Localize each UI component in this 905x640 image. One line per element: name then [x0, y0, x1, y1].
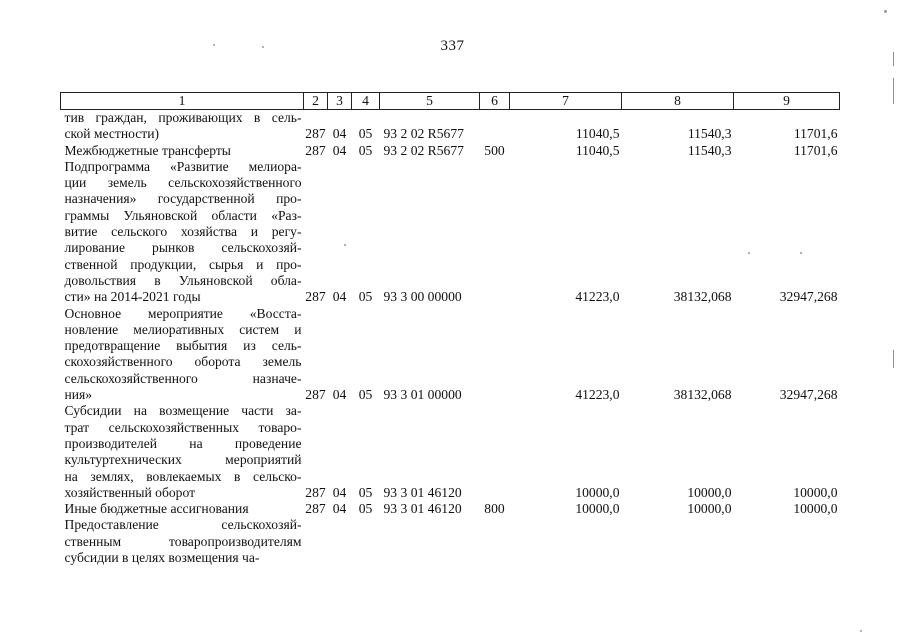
table-row [61, 517, 840, 566]
header-col-9: 9 [734, 93, 840, 110]
cell-target-article: 93 3 01 46120 [383, 501, 462, 517]
cell-admin-code: 287 [305, 126, 326, 142]
cell-admin-code: 287 [305, 484, 326, 500]
cell-expense-type: 800 [484, 501, 505, 517]
cell-section: 04 [332, 126, 347, 142]
cell-amount-year-1: 10000,0 [575, 484, 620, 500]
item-name-line: граммы Ульяновской области «Раз- [64, 207, 302, 223]
cell-item-name [61, 159, 304, 306]
cell-expense-type: 500 [484, 142, 505, 158]
item-name-line: новление мелиоративных систем и [64, 321, 302, 337]
cell-target-article: 93 2 02 R5677 [383, 142, 464, 158]
item-name-line: культуртехнических мероприятий [64, 452, 302, 468]
cell-expense-type [480, 110, 510, 143]
table-row [61, 159, 840, 306]
header-col-4: 4 [352, 93, 380, 110]
item-name-line: субсидии в целях возмещения ча- [64, 550, 260, 566]
table-row [61, 306, 840, 404]
cell-item-name [61, 501, 304, 517]
item-name-line: производителей на проведение [64, 435, 302, 451]
header-col-7: 7 [510, 93, 622, 110]
cell-item-name [61, 403, 304, 501]
cell-amount-year-2: 38132,068 [673, 387, 732, 403]
cell-amount-year-3: 11701,6 [793, 142, 838, 158]
item-name-line: предотвращение выбытия из сель- [64, 338, 302, 354]
cell-admin-code [304, 517, 328, 566]
cell-section [328, 517, 352, 566]
cell-subsection: 05 [358, 387, 373, 403]
budget-table [60, 92, 840, 566]
cell-section: 04 [332, 387, 347, 403]
cell-amount-year-2: 11540,3 [687, 126, 732, 142]
item-name-line: хозяйственный оборот [64, 484, 196, 500]
scan-speck [884, 10, 887, 13]
cell-target-article: 93 2 02 R5677 [383, 126, 464, 142]
cell-amount-year-3: 32947,268 [779, 387, 838, 403]
table-body [61, 110, 840, 567]
cell-item-name [61, 143, 304, 159]
cell-amount-year-2: 10000,0 [687, 501, 732, 517]
cell-expense-type [480, 306, 510, 404]
cell-amount-year-3: 11701,6 [793, 126, 838, 142]
cell-section: 04 [332, 289, 347, 305]
cell-amount-year-1: 10000,0 [575, 501, 620, 517]
item-name-line: назначения» государственной про- [64, 191, 302, 207]
item-name-line: ции земель сельскохозяйственного [64, 175, 302, 191]
page-number: 337 [440, 38, 465, 54]
cell-target-article: 93 3 01 46120 [383, 484, 462, 500]
item-name-line: Основное мероприятие «Восста- [64, 305, 302, 321]
item-name-line: ния» [64, 387, 93, 403]
cell-amount-year-1 [510, 517, 622, 566]
item-name-line: Субсидии на возмещение части за- [64, 403, 302, 419]
cell-amount-year-1: 11040,5 [575, 126, 620, 142]
item-name-line: лирование рынков сельскохозяй- [64, 240, 302, 256]
cell-subsection [352, 517, 380, 566]
item-name-line: трат сельскохозяйственных товаро- [64, 419, 302, 435]
scan-speck [860, 630, 862, 632]
cell-expense-type [480, 403, 510, 501]
cell-amount-year-1: 11040,5 [575, 142, 620, 158]
cell-expense-type [480, 517, 510, 566]
cell-amount-year-3 [734, 517, 840, 566]
header-col-1: 1 [61, 93, 304, 110]
cell-item-name [61, 517, 304, 566]
header-col-5: 5 [380, 93, 480, 110]
cell-subsection: 05 [358, 126, 373, 142]
header-col-6: 6 [480, 93, 510, 110]
cell-amount-year-3: 32947,268 [779, 289, 838, 305]
table-row [61, 403, 840, 501]
item-name-line: Иные бюджетные ассигнования [64, 501, 249, 517]
cell-amount-year-2 [622, 517, 734, 566]
cell-item-name [61, 110, 304, 143]
cell-amount-year-1: 41223,0 [575, 289, 620, 305]
cell-admin-code: 287 [305, 142, 326, 158]
table-header-row [61, 93, 840, 110]
cell-amount-year-1: 41223,0 [575, 387, 620, 403]
cell-item-name [61, 306, 304, 404]
cell-subsection: 05 [358, 501, 373, 517]
item-name-line: сти» на 2014-2021 годы [64, 289, 201, 305]
cell-admin-code: 287 [305, 387, 326, 403]
cell-admin-code: 287 [305, 501, 326, 517]
cell-subsection: 05 [358, 142, 373, 158]
item-name-line: ственной продукции, сырья и про- [64, 256, 302, 272]
item-name-line: Межбюджетные трансферты [64, 142, 231, 158]
cell-expense-type [480, 159, 510, 306]
cell-target-article: 93 3 01 00000 [383, 387, 462, 403]
cell-amount-year-3: 10000,0 [793, 484, 838, 500]
table-row [61, 110, 840, 143]
item-name-line: на землях, вовлекаемых в сельско- [64, 468, 302, 484]
scan-mark [893, 350, 894, 368]
cell-amount-year-2: 38132,068 [673, 289, 732, 305]
item-name-line: Предоставление сельскохозяй- [64, 517, 302, 533]
header-col-2: 2 [304, 93, 328, 110]
cell-target-article: 93 3 00 00000 [383, 289, 462, 305]
item-name-line: сельскохозяйственного назначе- [64, 370, 302, 386]
header-col-3: 3 [328, 93, 352, 110]
item-name-line: Подпрограмма «Развитие мелиора- [64, 158, 302, 174]
scan-mark [893, 78, 894, 104]
item-name-line: ственным товаропроизводителям [64, 533, 302, 549]
cell-section: 04 [332, 501, 347, 517]
cell-amount-year-3: 10000,0 [793, 501, 838, 517]
cell-section: 04 [332, 484, 347, 500]
item-name-line: витие сельского хозяйства и регу- [64, 224, 302, 240]
item-name-line: скохозяйственного оборота земель [64, 354, 302, 370]
item-name-line: ской местности) [64, 126, 160, 142]
item-name-line: довольствия в Ульяновской обла- [64, 272, 302, 288]
cell-subsection: 05 [358, 484, 373, 500]
cell-amount-year-2: 11540,3 [687, 142, 732, 158]
cell-amount-year-2: 10000,0 [687, 484, 732, 500]
cell-section: 04 [332, 142, 347, 158]
item-name-line: тив граждан, проживающих в сель- [64, 110, 302, 125]
table-row [61, 143, 840, 159]
header-col-8: 8 [622, 93, 734, 110]
cell-target-article [380, 517, 480, 566]
table-row [61, 501, 840, 517]
cell-subsection: 05 [358, 289, 373, 305]
cell-admin-code: 287 [305, 289, 326, 305]
